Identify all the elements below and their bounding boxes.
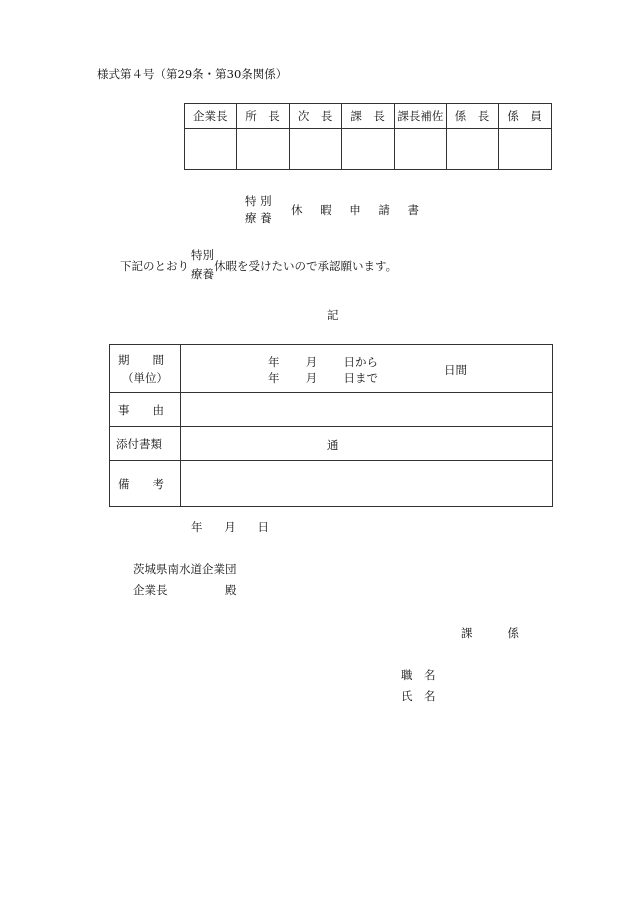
to-date: [268, 370, 378, 386]
title-main: [291, 202, 419, 218]
approval-header-row: [185, 104, 552, 129]
approval-header-cell: [289, 104, 342, 129]
approval-stamp-row: [185, 129, 552, 170]
stamp-cell[interactable]: [237, 129, 290, 170]
approval-header-cell: [342, 104, 395, 129]
year-unit: 年: [191, 520, 203, 534]
year-unit: 年: [268, 355, 280, 369]
approval-stamp-table: [184, 103, 552, 170]
attachments-row: [110, 427, 553, 461]
statement-suffix: 休暇を受けたいので承認願います。: [214, 259, 398, 273]
statement-prefix: 下記のとおり: [120, 259, 189, 273]
approval-header-label: 企業長: [193, 109, 228, 123]
statement-stack-top: 特別: [191, 248, 214, 262]
position-label: 職 名: [401, 668, 436, 682]
approval-header-label: 次 長: [297, 109, 333, 123]
from-day-unit: 日から: [343, 355, 378, 369]
reason-label: 事 由: [118, 402, 164, 417]
period-value-cell[interactable]: [181, 345, 553, 393]
approval-header-label: 所 長: [245, 109, 280, 123]
to-day-unit: 日まで: [343, 371, 378, 385]
approval-header-cell: [395, 104, 447, 129]
section-unit: 係: [507, 626, 519, 640]
remarks-value-cell[interactable]: [181, 461, 553, 507]
approval-header-cell: [446, 104, 499, 129]
title-char: 請: [378, 203, 390, 217]
reason-row: [110, 393, 553, 427]
attachments-unit: 通: [327, 438, 339, 452]
reason-value-cell[interactable]: [181, 393, 553, 427]
remarks-row: [110, 461, 553, 507]
approval-header-cell: [499, 104, 552, 129]
unit-label: （単位）: [122, 370, 168, 385]
approval-header-label: 課 長: [350, 109, 385, 123]
ki-heading: 記: [327, 308, 339, 322]
dept-unit: 課: [461, 626, 473, 640]
month-unit: 月: [305, 371, 318, 385]
title-char: 休: [291, 203, 303, 217]
title-top: [245, 193, 277, 209]
title-char: 書: [407, 203, 419, 217]
stamp-cell[interactable]: [446, 129, 499, 170]
from-date: [268, 354, 378, 370]
application-date: [191, 519, 269, 535]
addressee-honorific: 殿: [225, 583, 237, 597]
approval-header-label: 係 長: [454, 109, 490, 123]
remarks-label: 備 考: [118, 476, 164, 491]
title-top-text: 特 別: [245, 194, 272, 208]
attachments-value-cell[interactable]: [181, 427, 553, 461]
year-unit: 年: [268, 371, 280, 385]
approval-header-cell: [237, 104, 290, 129]
title-char: 暇: [320, 203, 332, 217]
addressee-title: 企業長: [133, 583, 168, 597]
reason-label-cell: [110, 393, 181, 427]
days-label: 日間: [444, 363, 467, 377]
title-bottom: 療 養: [245, 211, 272, 225]
month-unit: 月: [305, 355, 318, 369]
stamp-cell[interactable]: [185, 129, 237, 170]
period-label-cell: [110, 345, 181, 393]
stamp-cell[interactable]: [395, 129, 447, 170]
stamp-cell[interactable]: [499, 129, 552, 170]
attachments-label-cell: [110, 427, 181, 461]
remarks-label-cell: [110, 461, 181, 507]
period-label: 期 間: [118, 352, 164, 367]
approval-header-label: 課長補佐: [397, 109, 444, 123]
addressee-org: 茨城県南水道企業団: [133, 562, 237, 576]
stamp-cell[interactable]: [342, 129, 395, 170]
form-number: 様式第４号（第29条・第30条関係）: [97, 67, 288, 81]
title-char: 申: [349, 203, 361, 217]
month-unit: 月: [224, 520, 236, 534]
day-unit: 日: [257, 520, 269, 534]
period-row: [110, 345, 553, 393]
statement-stack-bottom: 療養: [191, 267, 214, 281]
details-table: [109, 344, 553, 507]
approval-header-cell: [185, 104, 237, 129]
applicant-dept: [461, 625, 519, 641]
name-label: 氏 名: [401, 689, 436, 703]
approval-header-label: 係 員: [507, 109, 542, 123]
stamp-cell[interactable]: [289, 129, 342, 170]
attachments-label: 添付書類: [116, 436, 162, 451]
